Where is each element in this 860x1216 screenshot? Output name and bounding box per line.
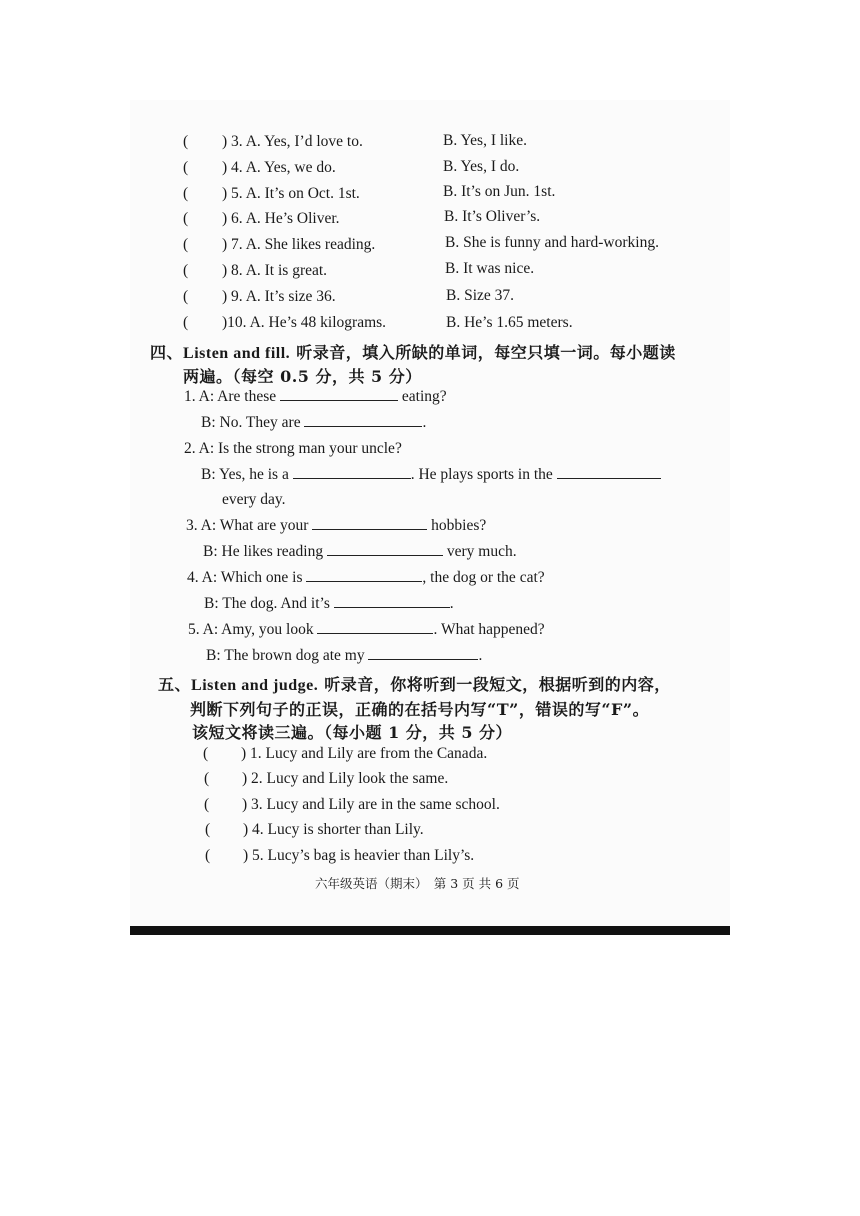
answer-blank[interactable] bbox=[306, 569, 422, 582]
answer-paren: ( bbox=[183, 262, 189, 279]
page-bottom-bar bbox=[130, 926, 730, 935]
answer-paren: ( bbox=[204, 796, 210, 813]
q2-a: 2. A: Is the strong man your uncle? bbox=[184, 440, 402, 457]
answer-paren: ( bbox=[183, 210, 189, 227]
answer-paren: ( bbox=[183, 185, 189, 202]
q5-a: 5. A: Amy, you look . What happened? bbox=[188, 621, 545, 638]
q2-b: B: Yes, he is a . He plays sports in the bbox=[201, 466, 661, 484]
q2-b-cont: every day. bbox=[222, 491, 286, 508]
q5-b: B: The brown dog ate my . bbox=[206, 647, 483, 664]
item-10-b: B. He’s 1.65 meters. bbox=[446, 314, 573, 331]
item-7-b: B. She is funny and hard-working. bbox=[445, 234, 659, 251]
answer-paren: ( bbox=[205, 821, 211, 838]
answer-paren: ( bbox=[204, 770, 210, 787]
section5-heading-line2: 判断下列句子的正误，正确的在括号内写“T”，错误的写“F”。 bbox=[190, 700, 650, 719]
item-5: ) 5. A. It’s on Oct. 1st. bbox=[222, 185, 360, 202]
judge-item-1: ) 1. Lucy and Lily are from the Canada. bbox=[241, 745, 488, 762]
page-footer: 六年级英语（期末） 第 3 页 共 6 页 bbox=[315, 876, 520, 891]
item-7: ) 7. A. She likes reading. bbox=[222, 236, 376, 253]
q3-a: 3. A: What are your hobbies? bbox=[186, 517, 487, 534]
section4-heading-line2: 两遍。（每空 0.5 分，共 5 分） bbox=[183, 367, 422, 386]
item-3: ) 3. A. Yes, I’d love to. bbox=[222, 133, 363, 150]
answer-blank[interactable] bbox=[304, 414, 422, 427]
answer-paren: ( bbox=[183, 159, 189, 176]
item-8-b: B. It was nice. bbox=[445, 260, 535, 277]
item-4-b: B. Yes, I do. bbox=[443, 158, 520, 175]
item-9: ) 9. A. It’s size 36. bbox=[222, 288, 336, 305]
q4-b: B: The dog. And it’s . bbox=[204, 595, 454, 612]
item-3-b: B. Yes, I like. bbox=[443, 132, 527, 149]
answer-paren: ( bbox=[183, 133, 189, 150]
item-6: ) 6. A. He’s Oliver. bbox=[222, 210, 340, 227]
answer-blank[interactable] bbox=[280, 388, 398, 401]
item-9-b: B. Size 37. bbox=[446, 287, 515, 304]
answer-paren: ( bbox=[183, 288, 189, 305]
answer-blank[interactable] bbox=[334, 595, 450, 608]
section5-heading: 五、Listen and judge. 听录音，你将听到一段短文，根据听到的内容， bbox=[158, 675, 671, 694]
answer-blank[interactable] bbox=[312, 517, 427, 530]
answer-blank[interactable] bbox=[317, 621, 433, 634]
answer-blank[interactable] bbox=[557, 466, 661, 479]
item-5-b: B. It’s on Jun. 1st. bbox=[443, 183, 556, 200]
item-8: ) 8. A. It is great. bbox=[222, 262, 328, 279]
answer-paren: ( bbox=[183, 314, 189, 331]
judge-item-2: ) 2. Lucy and Lily look the same. bbox=[242, 770, 449, 787]
answer-blank[interactable] bbox=[327, 543, 443, 556]
q1-b: B: No. They are . bbox=[201, 414, 427, 431]
judge-item-4: ) 4. Lucy is shorter than Lily. bbox=[243, 821, 424, 838]
answer-blank[interactable] bbox=[293, 466, 411, 479]
q3-b: B: He likes reading very much. bbox=[203, 543, 517, 560]
section5-heading-line3: 该短文将读三遍。（每小题 1 分，共 5 分） bbox=[192, 723, 513, 742]
q1-a: 1. A: Are these eating? bbox=[184, 388, 447, 405]
item-10: )10. A. He’s 48 kilograms. bbox=[222, 314, 387, 331]
answer-paren: ( bbox=[203, 745, 209, 762]
item-4: ) 4. A. Yes, we do. bbox=[222, 159, 336, 176]
item-6-b: B. It’s Oliver’s. bbox=[444, 208, 541, 225]
judge-item-3: ) 3. Lucy and Lily are in the same school. bbox=[242, 796, 500, 813]
answer-paren: ( bbox=[183, 236, 189, 253]
answer-paren: ( bbox=[205, 847, 211, 864]
answer-blank[interactable] bbox=[368, 647, 478, 660]
section4-heading: 四、Listen and fill. 听录音，填入所缺的单词，每空只填一词。每小题读 bbox=[150, 343, 676, 362]
q4-a: 4. A: Which one is , the dog or the cat? bbox=[187, 569, 545, 586]
judge-item-5: ) 5. Lucy’s bag is heavier than Lily’s. bbox=[243, 847, 475, 864]
